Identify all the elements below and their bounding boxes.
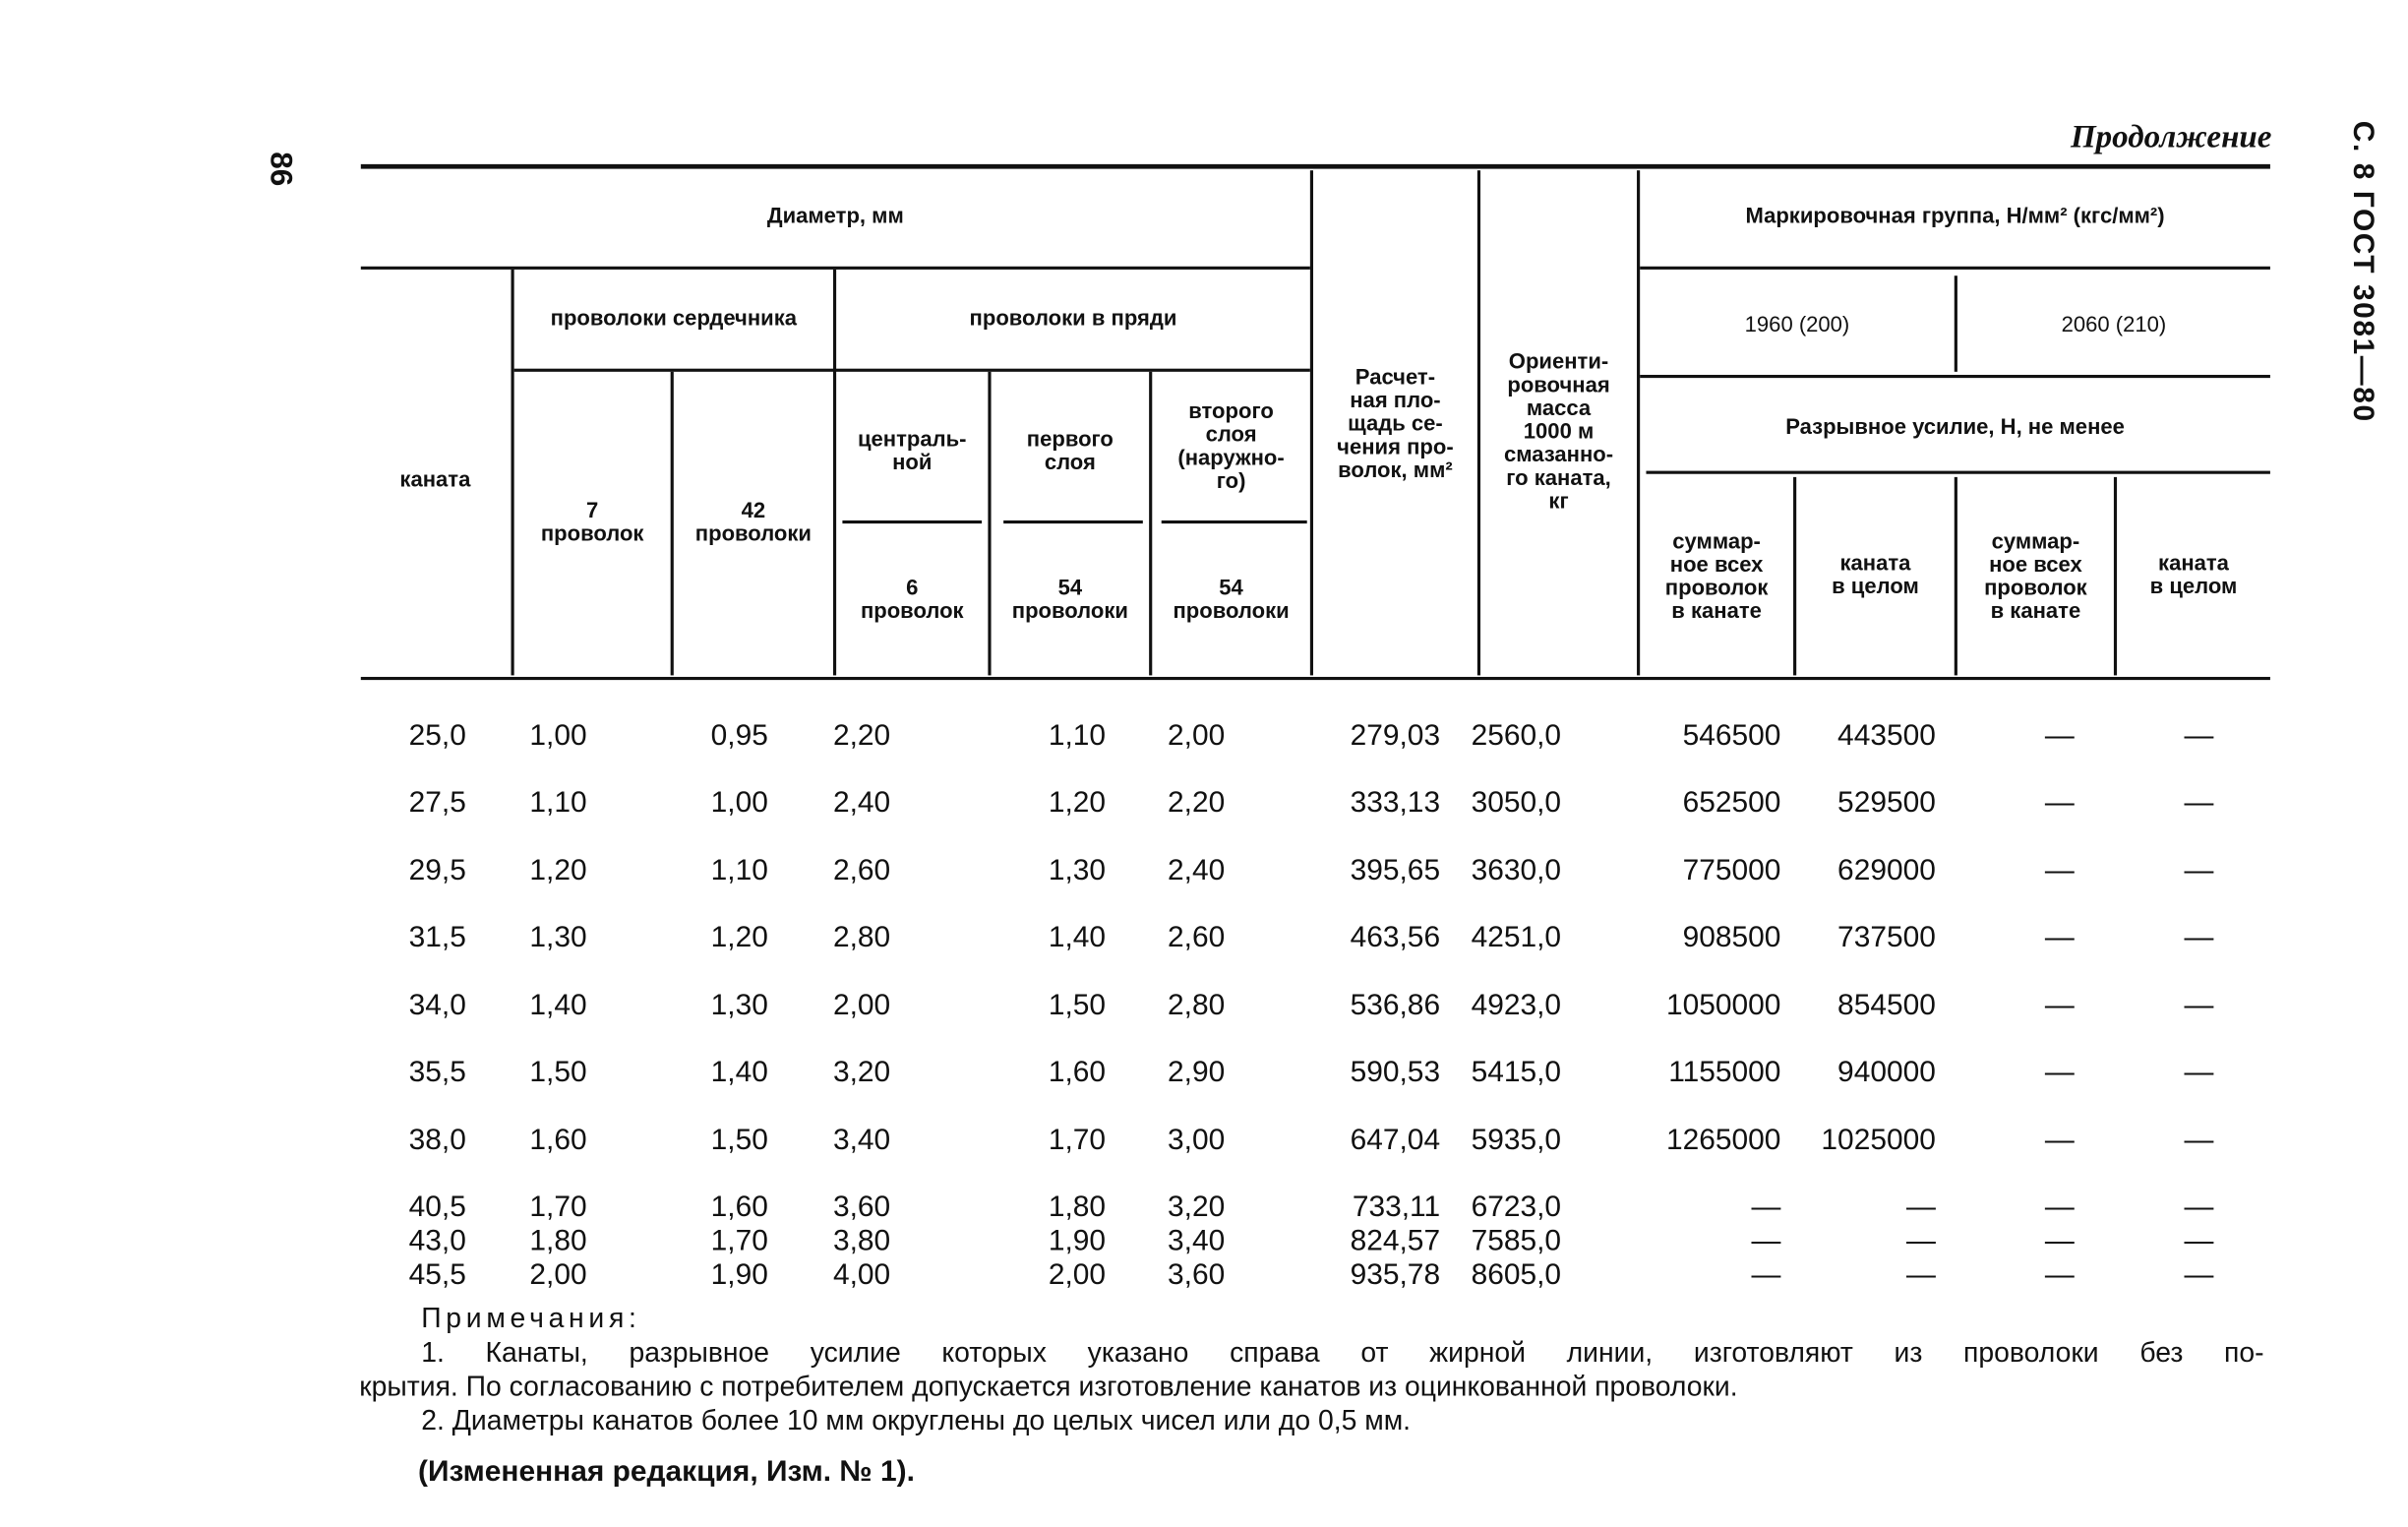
header-first-layer: первого слоя xyxy=(1026,425,1114,474)
table-cell: — xyxy=(2044,786,2075,820)
table-cell: — xyxy=(1751,1191,1781,1224)
table-cell: 3630,0 xyxy=(1471,855,1562,888)
header-grade-1960: 1960 (200) xyxy=(1744,311,1850,336)
table-cell: 443500 xyxy=(1837,720,1936,754)
table-cell: 3,20 xyxy=(1168,1191,1226,1224)
table-cell: — xyxy=(2044,921,2075,954)
header-second-54: 54 проволоки xyxy=(1173,575,1290,623)
header-rope-whole-2: каната в целом xyxy=(2149,549,2238,598)
header-rule xyxy=(1640,267,2270,270)
table-cell: 2,40 xyxy=(832,786,891,820)
note-1-line-1: 1. Канаты, разрывное усилие которых указано справа от жирной линии, изготовляют из проволоки без по- xyxy=(421,1336,2264,1369)
header-divider xyxy=(988,372,991,676)
table-cell: 2,90 xyxy=(1168,1056,1226,1089)
table-cell: 2,80 xyxy=(832,921,891,954)
table-cell: 2,60 xyxy=(832,855,891,888)
header-bottom-rule xyxy=(361,677,2270,680)
table-cell: 629000 xyxy=(1837,855,1936,888)
table-cell: 775000 xyxy=(1682,855,1781,888)
table-cell: 1050000 xyxy=(1665,989,1781,1023)
table-cell: — xyxy=(2184,921,2214,954)
header-rule xyxy=(1003,520,1143,523)
table-cell: 2,00 xyxy=(1048,1258,1107,1292)
header-rule xyxy=(514,369,1310,372)
table-cell: 1,30 xyxy=(1048,855,1107,888)
table-cell: 333,13 xyxy=(1350,786,1441,820)
header-strand-wires: проволоки в пряди xyxy=(969,305,1177,331)
table-cell: 45,5 xyxy=(408,1258,466,1292)
table-cell: 1,50 xyxy=(529,1056,587,1089)
table-cell: 733,11 xyxy=(1352,1191,1441,1224)
header-core-wires: проволоки сердечника xyxy=(550,305,798,331)
header-core-7: 7 проволок xyxy=(540,497,644,546)
header-central: централь- ной xyxy=(857,425,967,474)
header-divider xyxy=(512,270,514,675)
table-cell: 3050,0 xyxy=(1471,786,1562,820)
header-first-54: 54 проволоки xyxy=(1011,575,1128,623)
amendment-note: (Измененная редакция, Изм. № 1). xyxy=(418,1455,915,1489)
header-rule xyxy=(1646,471,2269,474)
table-cell: 38,0 xyxy=(408,1124,466,1158)
table-cell: — xyxy=(2184,1225,2214,1258)
table-cell: 35,5 xyxy=(408,1056,466,1089)
table-cell: — xyxy=(1751,1258,1781,1292)
table-cell: 395,65 xyxy=(1350,855,1441,888)
table-cell: 2,20 xyxy=(832,720,891,754)
table-cell: 2,60 xyxy=(1168,921,1226,954)
header-sum-wires-1: суммар- ное всех проволок в канате xyxy=(1664,527,1769,623)
table-cell: 1,80 xyxy=(529,1225,587,1258)
table-top-rule xyxy=(361,164,2270,169)
header-sum-wires-2: суммар- ное всех проволок в канате xyxy=(1984,527,2087,623)
table-cell: 1,30 xyxy=(529,921,587,954)
table-cell: 1,20 xyxy=(1048,786,1107,820)
table-cell: 1,70 xyxy=(1048,1124,1107,1158)
table-cell: 1,30 xyxy=(710,989,768,1023)
header-second-layer: второго слоя (наружно- го) xyxy=(1177,397,1285,493)
table-cell: — xyxy=(2184,1056,2214,1089)
table-cell: 1,20 xyxy=(529,855,587,888)
table-cell: 652500 xyxy=(1682,786,1781,820)
table-cell: 2,00 xyxy=(1168,720,1226,754)
notes-heading: Примечания: xyxy=(421,1302,641,1334)
table-cell: 647,04 xyxy=(1350,1124,1441,1158)
table-cell: 25,0 xyxy=(408,720,466,754)
table-cell: 1,50 xyxy=(710,1124,768,1158)
table-cell: — xyxy=(2044,1225,2075,1258)
table-cell: 1265000 xyxy=(1665,1124,1781,1158)
table-cell: 4923,0 xyxy=(1471,989,1562,1023)
table-cell: 3,40 xyxy=(832,1124,891,1158)
table-cell: — xyxy=(2184,1258,2214,1292)
table-cell: 536,86 xyxy=(1350,989,1441,1023)
table-cell: 4,00 xyxy=(832,1258,891,1292)
table-cell: 1,40 xyxy=(710,1056,768,1089)
table-cell: — xyxy=(1905,1191,1936,1224)
table-cell: — xyxy=(2184,720,2214,754)
side-header: С. 8 ГОСТ 3081—80 xyxy=(2346,120,2379,423)
table-cell: — xyxy=(2184,786,2214,820)
header-rule xyxy=(1640,375,2270,378)
table-cell: 2,40 xyxy=(1168,855,1226,888)
table-cell: 590,53 xyxy=(1350,1056,1441,1089)
table-cell: 1,10 xyxy=(529,786,587,820)
table-cell: 29,5 xyxy=(408,855,466,888)
table-cell: — xyxy=(2044,989,2075,1023)
page-number: 86 xyxy=(263,152,298,187)
table-cell: 3,20 xyxy=(832,1056,891,1089)
note-1-line-2: крытия. По согласованию с потребителем допускается изготовление канатов из оцинкованной проволоки. xyxy=(359,1371,1738,1402)
table-cell: — xyxy=(2044,1191,2075,1224)
header-grade-2060: 2060 (210) xyxy=(2061,311,2167,336)
table-cell: — xyxy=(2044,1124,2075,1158)
table-cell: 3,00 xyxy=(1168,1124,1226,1158)
table-cell: — xyxy=(1905,1258,1936,1292)
table-cell: 43,0 xyxy=(408,1225,466,1258)
table-cell: 1,90 xyxy=(710,1258,768,1292)
table-cell: — xyxy=(2184,855,2214,888)
header-rule xyxy=(842,520,982,523)
table-cell: 34,0 xyxy=(408,989,466,1023)
table-cell: 1,40 xyxy=(1048,921,1107,954)
table-cell: 1,90 xyxy=(1048,1225,1107,1258)
table-cell: 3,80 xyxy=(832,1225,891,1258)
header-core-42: 42 проволоки xyxy=(694,497,812,546)
table-cell: — xyxy=(2044,720,2075,754)
table-cell: 1,80 xyxy=(1048,1191,1107,1224)
header-rule xyxy=(1162,520,1307,523)
table-cell: 1,10 xyxy=(710,855,768,888)
table-cell: — xyxy=(2184,1124,2214,1158)
table-cell: 27,5 xyxy=(408,786,466,820)
table-cell: 40,5 xyxy=(408,1191,466,1224)
table-cell: 279,03 xyxy=(1350,720,1441,754)
table-cell: 2,00 xyxy=(529,1258,587,1292)
table-cell: 1155000 xyxy=(1668,1056,1781,1089)
table-cell: 940000 xyxy=(1837,1056,1936,1089)
note-2: 2. Диаметры канатов более 10 мм округлены до целых чисел или до 0,5 мм. xyxy=(421,1404,1412,1436)
table-cell: 2,20 xyxy=(1168,786,1226,820)
table-cell: 1,60 xyxy=(710,1191,768,1224)
table-cell: 3,40 xyxy=(1168,1225,1226,1258)
table-cell: — xyxy=(2044,1056,2075,1089)
table-cell: 463,56 xyxy=(1350,921,1441,954)
table-cell: 854500 xyxy=(1837,989,1936,1023)
table-cell: — xyxy=(2184,989,2214,1023)
table-cell: 1025000 xyxy=(1821,1124,1936,1158)
table-cell: — xyxy=(2184,1191,2214,1224)
table-cell: 529500 xyxy=(1837,786,1936,820)
table-cell: 1,50 xyxy=(1048,989,1107,1023)
table-cell: 1,20 xyxy=(710,921,768,954)
header-area: Расчет- ная пло- щадь се- чения про- волок, мм² xyxy=(1337,363,1454,482)
header-breaking-force: Разрывное усилие, Н, не менее xyxy=(1785,413,2125,439)
table-cell: 5415,0 xyxy=(1471,1056,1562,1089)
table-cell: 3,60 xyxy=(832,1191,891,1224)
table-cell: 4251,0 xyxy=(1471,921,1562,954)
table-cell: 2560,0 xyxy=(1471,720,1562,754)
continuation-label: Продолжение xyxy=(2070,117,2272,155)
table-cell: — xyxy=(1905,1225,1936,1258)
table-cell: 546500 xyxy=(1682,720,1781,754)
table-cell: — xyxy=(1751,1225,1781,1258)
table-cell: 1,10 xyxy=(1048,720,1107,754)
table-cell: 7585,0 xyxy=(1471,1225,1562,1258)
table-cell: 6723,0 xyxy=(1471,1191,1562,1224)
header-rope: каната xyxy=(399,465,471,492)
table-cell: 1,70 xyxy=(529,1191,587,1224)
table-cell: 0,95 xyxy=(710,720,768,754)
table-cell: 1,70 xyxy=(710,1225,768,1258)
header-mass: Ориенти- ровочная масса 1000 м смазанно- го каната, кг xyxy=(1503,348,1614,514)
table-cell: 1,00 xyxy=(710,786,768,820)
table-cell: 908500 xyxy=(1682,921,1781,954)
table-cell: 824,57 xyxy=(1350,1225,1441,1258)
header-central-6: 6 проволок xyxy=(860,575,964,623)
header-rope-whole-1: каната в целом xyxy=(1832,549,1919,598)
table-cell: 8605,0 xyxy=(1471,1258,1562,1292)
table-cell: 2,80 xyxy=(1168,989,1226,1023)
table-cell: 1,40 xyxy=(529,989,587,1023)
header-diameter: Диаметр, мм xyxy=(766,203,904,228)
table-cell: — xyxy=(2044,855,2075,888)
table-cell: — xyxy=(2044,1258,2075,1292)
table-cell: 1,60 xyxy=(1048,1056,1107,1089)
table-cell: 2,00 xyxy=(832,989,891,1023)
header-marking-group: Маркировочная группа, Н/мм² (кгс/мм²) xyxy=(1745,203,2165,228)
table-cell: 1,00 xyxy=(529,720,587,754)
table-cell: 3,60 xyxy=(1168,1258,1226,1292)
table-cell: 935,78 xyxy=(1350,1258,1441,1292)
table-cell: 31,5 xyxy=(408,921,466,954)
table-cell: 737500 xyxy=(1837,921,1936,954)
table-cell: 5935,0 xyxy=(1471,1124,1562,1158)
table-cell: 1,60 xyxy=(529,1124,587,1158)
